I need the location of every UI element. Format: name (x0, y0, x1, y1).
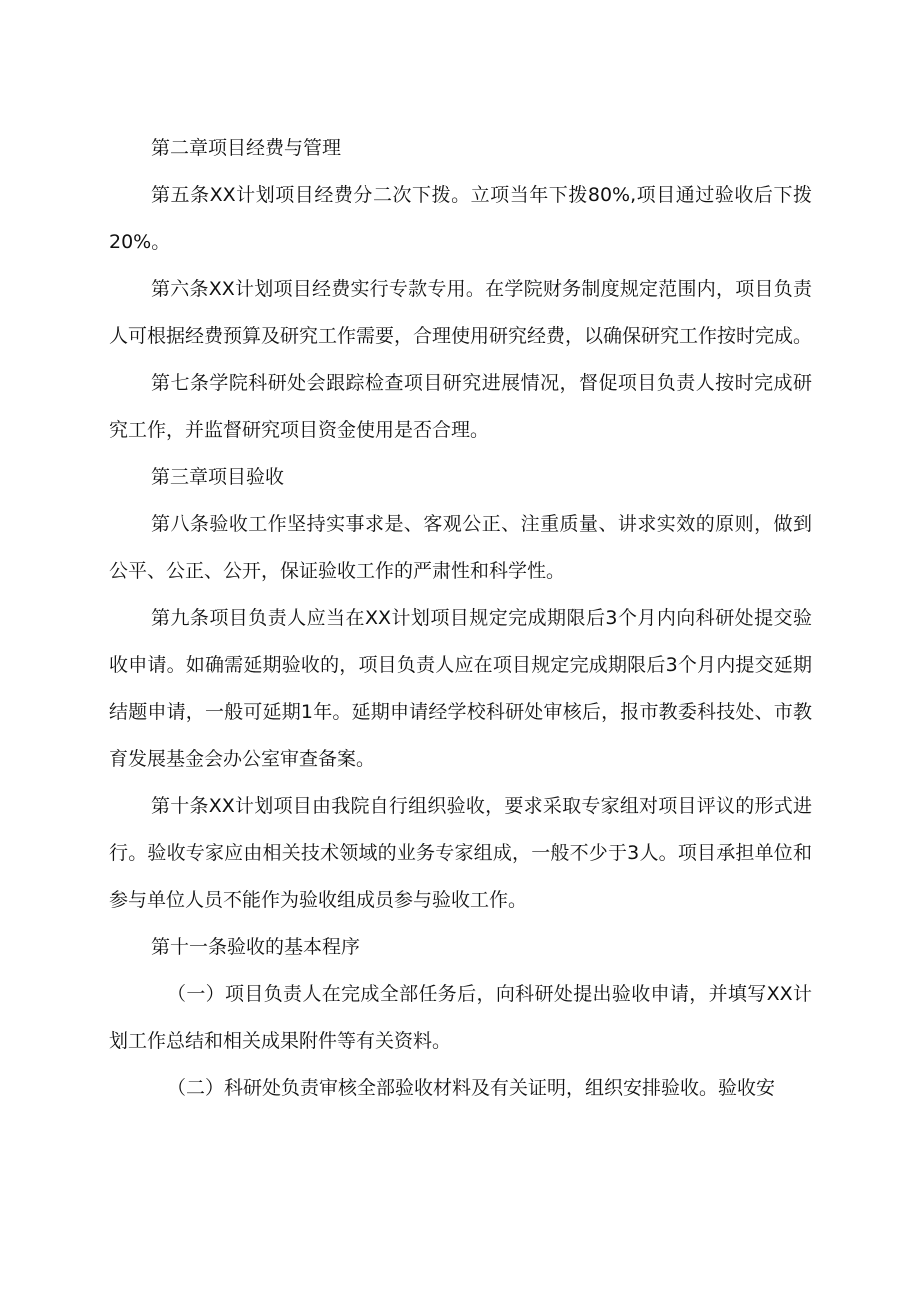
article-paragraph: 第六条XX计划项目经费实行专款专用。在学院财务制度规定范围内，项目负责人可根据经费预算及研究工作需要，合理使用研究经费，以确保研究工作按时完成。 (109, 278, 813, 347)
chapter-heading: 第二章项目经费与管理 (151, 137, 342, 159)
article-paragraph: 第八条验收工作坚持实事求是、客观公正、注重质量、讲求实效的原则，做到公平、公正、公开，保证验收工作的严肃性和科学性。 (109, 513, 812, 582)
procedure-item: （二）科研处负责审核全部验收材料及有关证明，组织安排验收。验收安 (167, 1077, 776, 1099)
chapter-heading: 第三章项目验收 (151, 466, 285, 488)
article-paragraph: 第十一条验收的基本程序 (151, 936, 361, 958)
article-paragraph: 第五条XX计划项目经费分二次下拨。立项当年下拨80%,项目通过验收后下拨20%。 (109, 184, 812, 253)
document-body (109, 125, 812, 1112)
article-paragraph: 第七条学院科研处会跟踪检查项目研究进展情况，督促项目负责人按时完成研究工作，并监督研究项目资金使用是否合理。 (109, 372, 812, 441)
article-paragraph: 第十条XX计划项目由我院自行组织验收，要求采取专家组对项目评议的形式进行。验收专家应由相关技术领域的业务专家组成，一般不少于3人。项目承担单位和参与单位人员不能作为验收组成员参与验收工作。 (109, 795, 812, 911)
procedure-item: （一）项目负责人在完成全部任务后，向科研处提出验收申请，并填写XX计划工作总结和相关成果附件等有关资料。 (109, 983, 812, 1052)
article-paragraph: 第九条项目负责人应当在XX计划项目规定完成期限后3个月内向科研处提交验收申请。如确需延期验收的，项目负责人应在项目规定完成期限后3个月内提交延期结题申请，一般可延期1年。延期申请经学校科研处审核后，报市教委科技处、市教育发展基金会办公室审查备案。 (109, 607, 812, 770)
